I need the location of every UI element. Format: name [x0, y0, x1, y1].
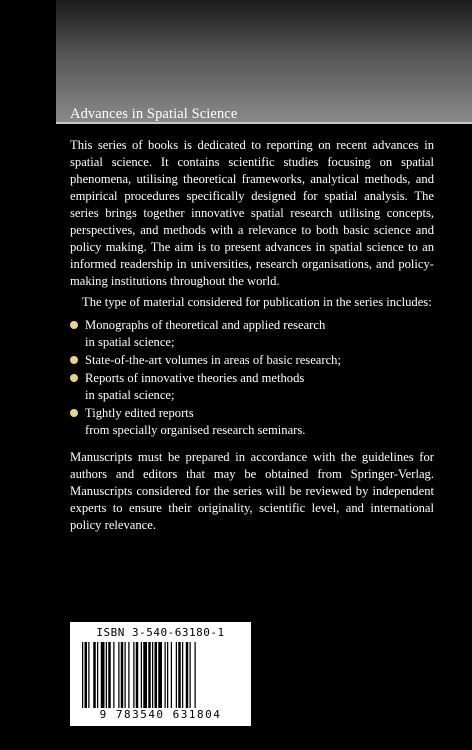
description-text: [70, 137, 434, 534]
barcode-bar: [93, 642, 96, 708]
barcode-bar: [178, 642, 181, 708]
barcode-bar: [133, 642, 134, 708]
material-intro-paragraph: The type of material considered for publication in the series includes:: [82, 295, 432, 309]
manuscripts-paragraph: Manuscripts must be prepared in accordance with the guidelines for authors and editors that may be obtained from Springer-Verlag. Manuscripts considered for the series will be reviewed by independent experts to ensure their originality, scientific level, and international policy relevance.: [70, 450, 434, 532]
barcode-bar: [128, 642, 129, 708]
list-item: [70, 405, 434, 439]
list-item-line1: State-of-the-art volumes in areas of basic research;: [85, 353, 341, 367]
barcode-bar: [155, 642, 158, 708]
isbn-barcode-box: [70, 622, 251, 726]
barcode-bar: [186, 642, 189, 708]
barcode-bar: [88, 642, 89, 708]
barcode-bar: [190, 642, 191, 708]
list-item: [70, 317, 434, 351]
bullet-dot-icon: [70, 356, 78, 364]
barcode-bar: [195, 642, 196, 708]
barcode-bar: [108, 642, 111, 708]
barcode-bar: [125, 642, 126, 708]
series-title: Advances in Spatial Science: [70, 106, 238, 122]
barcode-bar: [158, 642, 162, 708]
barcode-bar: [165, 642, 166, 708]
list-item-line1: Reports of innovative theories and methods: [85, 371, 305, 385]
isbn-label: ISBN 3-540-63180-1: [96, 626, 225, 639]
barcode-bar: [176, 642, 177, 708]
barcode-bar: [141, 642, 142, 708]
bullet-dot-icon: [70, 321, 78, 329]
bullet-dot-icon: [70, 374, 78, 382]
barcode-bar: [182, 642, 183, 708]
barcode-bar: [82, 642, 83, 708]
list-item: [70, 352, 434, 369]
barcode-bar: [101, 642, 105, 708]
material-list: [70, 317, 434, 439]
description-paragraph: This series of books is dedicated to reporting on recent advances in spatial science. It contains scientific studies focusing on spatial phenomena, utilising theoretical frameworks, analytical methods, and empirical procedures specifically designed for spatial analysis. The series brings together innovative spatial research utilising concepts, perspectives, and methods with a relevance to both basic science and policy making. The aim is to present advances in spatial science to an informed readership in universities, research organisations, and policy-making institutions throughout the world.: [70, 138, 434, 288]
barcode-icon: [80, 642, 241, 708]
barcode-bar: [106, 642, 107, 708]
barcode-bar: [152, 642, 153, 708]
barcode-bar: [85, 642, 88, 708]
divider-line: [56, 122, 472, 124]
list-item-line1: Tightly edited reports: [85, 406, 194, 420]
barcode-bar: [148, 642, 151, 708]
list-item-line2: in spatial science;: [85, 388, 175, 402]
barcode-bar: [167, 642, 168, 708]
bullet-dot-icon: [70, 409, 78, 417]
barcode-bar: [143, 642, 147, 708]
barcode-bar: [171, 642, 172, 708]
list-item: [70, 370, 434, 404]
barcode-bar: [97, 642, 98, 708]
list-item-line1: Monographs of theoretical and applied research: [85, 318, 326, 332]
barcode-bar: [121, 642, 124, 708]
barcode-bar: [136, 642, 139, 708]
list-item-line2: from specially organised research seminars.: [85, 423, 306, 437]
list-item-line2: in spatial science;: [85, 335, 175, 349]
barcode-bar: [118, 642, 119, 708]
ean-number: 9 783540 631804: [99, 708, 222, 721]
top-gradient-band: [56, 0, 472, 122]
barcode-bar: [113, 642, 114, 708]
